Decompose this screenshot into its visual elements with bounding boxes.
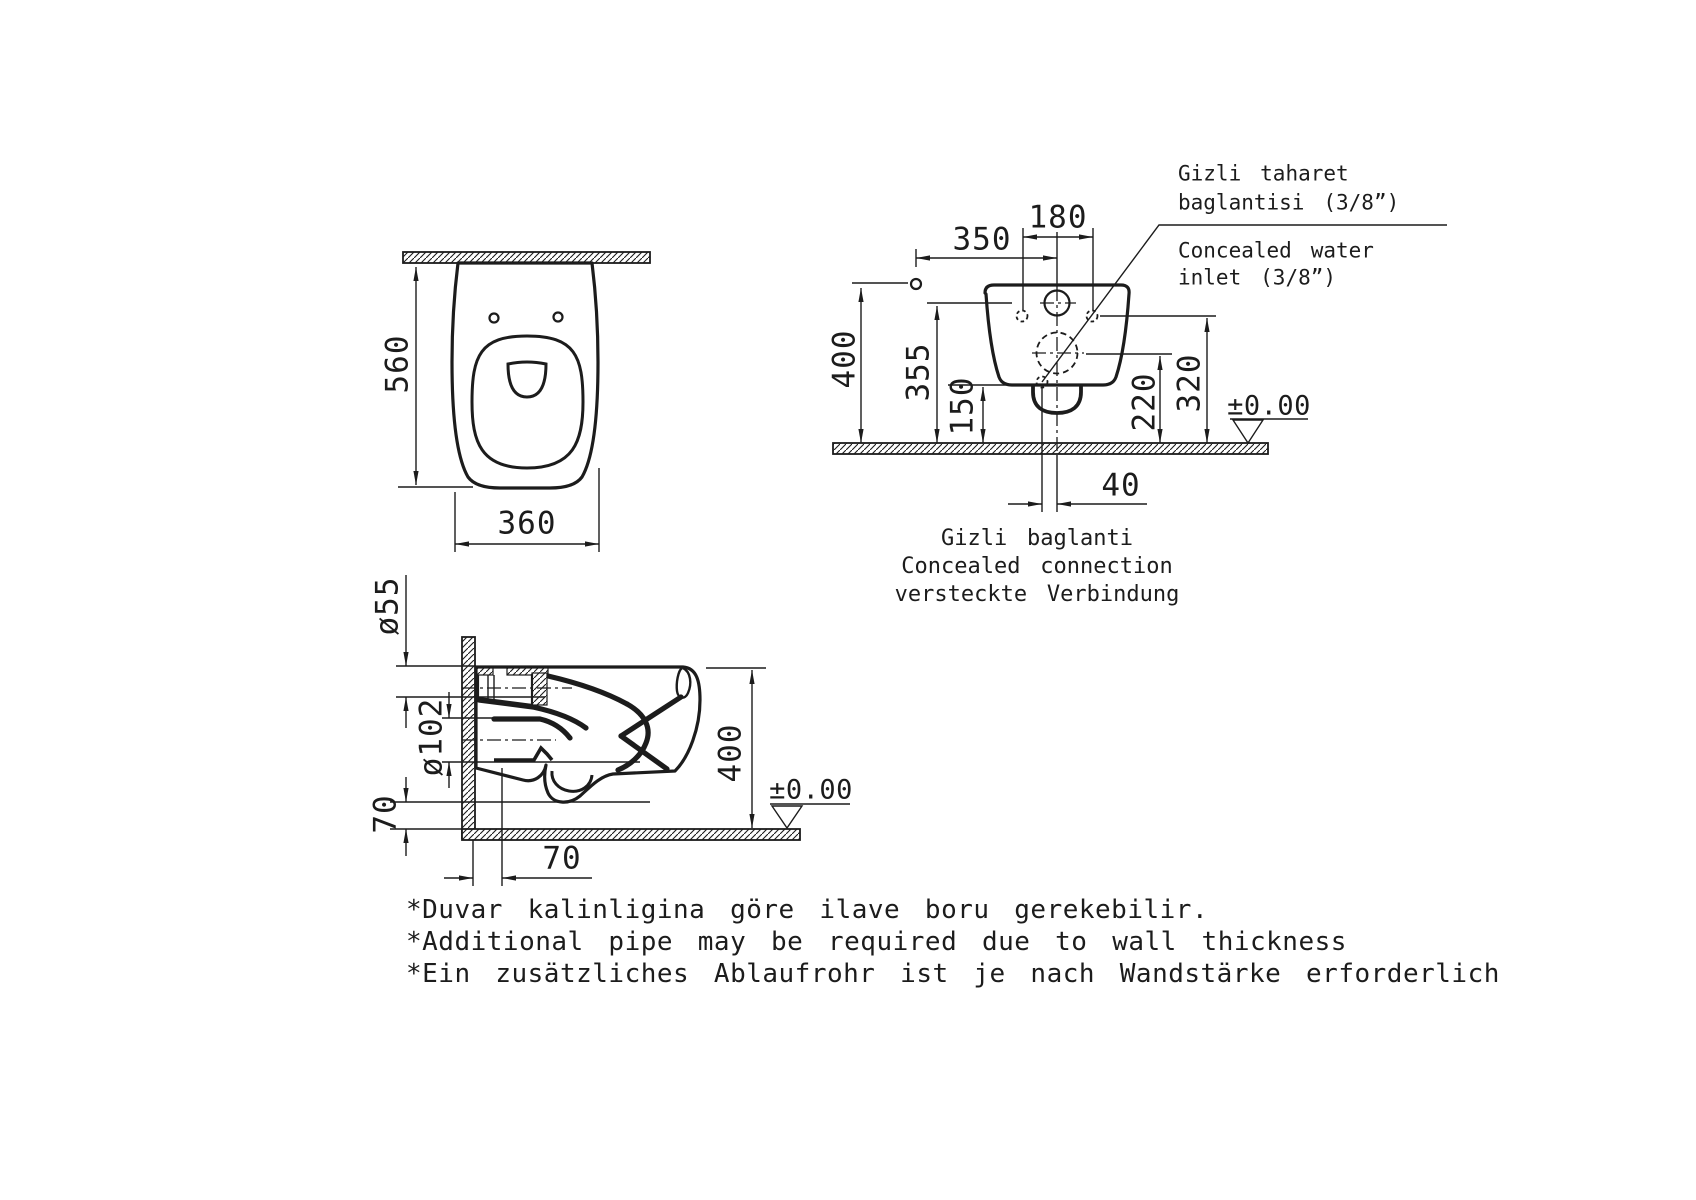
note-german: *Ein zusätzliches Ablaufrohr ist je nach Wandstärke erforderlich xyxy=(406,959,1500,989)
dim-ref-height-400: 400 xyxy=(826,329,863,389)
side-view-wall-section xyxy=(462,637,475,838)
dim-rim-height-150: 150 xyxy=(944,376,981,436)
note-turkish: *Duvar kalinligina göre ilave boru gerekebilir. xyxy=(406,895,1209,925)
dim-hole-height-320: 320 xyxy=(1171,353,1208,413)
side-view-datum-symbol xyxy=(772,806,802,828)
dim-outlet-dia-102: ø102 xyxy=(413,697,450,777)
rear-view-datum-symbol xyxy=(1233,420,1263,443)
dim-drain-height-220: 220 xyxy=(1126,372,1163,432)
connection-caption-tr: Gizli baglanti xyxy=(940,526,1134,551)
rear-datum-level: ±0.00 xyxy=(1227,390,1311,422)
dim-outlet-height-70: 70 xyxy=(367,794,404,834)
dim-inlet-dia-55: ø55 xyxy=(369,576,406,636)
rear-view-floor-section xyxy=(833,443,1268,454)
dim-inlet-height-355: 355 xyxy=(900,342,937,402)
top-view-bowl-rim xyxy=(472,336,583,468)
side-datum-level: ±0.00 xyxy=(769,774,853,806)
inlet-callout-en-line1: Concealed water xyxy=(1178,238,1374,263)
connection-caption-en: Concealed connection xyxy=(901,554,1173,579)
side-view-floor-section xyxy=(462,829,800,840)
dim-depth-560: 560 xyxy=(379,334,416,394)
connection-caption-de: versteckte Verbindung xyxy=(894,582,1180,607)
inlet-callout-en-line2: inlet (3/8”) xyxy=(1178,265,1337,290)
note-english: *Additional pipe may be required due to wall thickness xyxy=(406,927,1347,957)
top-view-wall-section xyxy=(403,252,650,263)
dim-width-360: 360 xyxy=(497,505,557,542)
inlet-callout-tr-line2: baglantisi (3/8”) xyxy=(1178,190,1400,215)
dim-height-400: 400 xyxy=(712,723,749,783)
side-section-view xyxy=(390,575,850,886)
dim-wall-distance-70: 70 xyxy=(542,840,582,877)
inlet-callout-tr-line1: Gizli taharet xyxy=(1178,161,1349,186)
dim-hole-spacing-180: 180 xyxy=(1028,199,1088,236)
rear-view-reference-point xyxy=(911,279,921,289)
dim-offset-350: 350 xyxy=(952,221,1012,258)
side-view-inlet-channel-wall xyxy=(532,673,547,705)
dim-pipe-offset-40: 40 xyxy=(1101,467,1141,504)
